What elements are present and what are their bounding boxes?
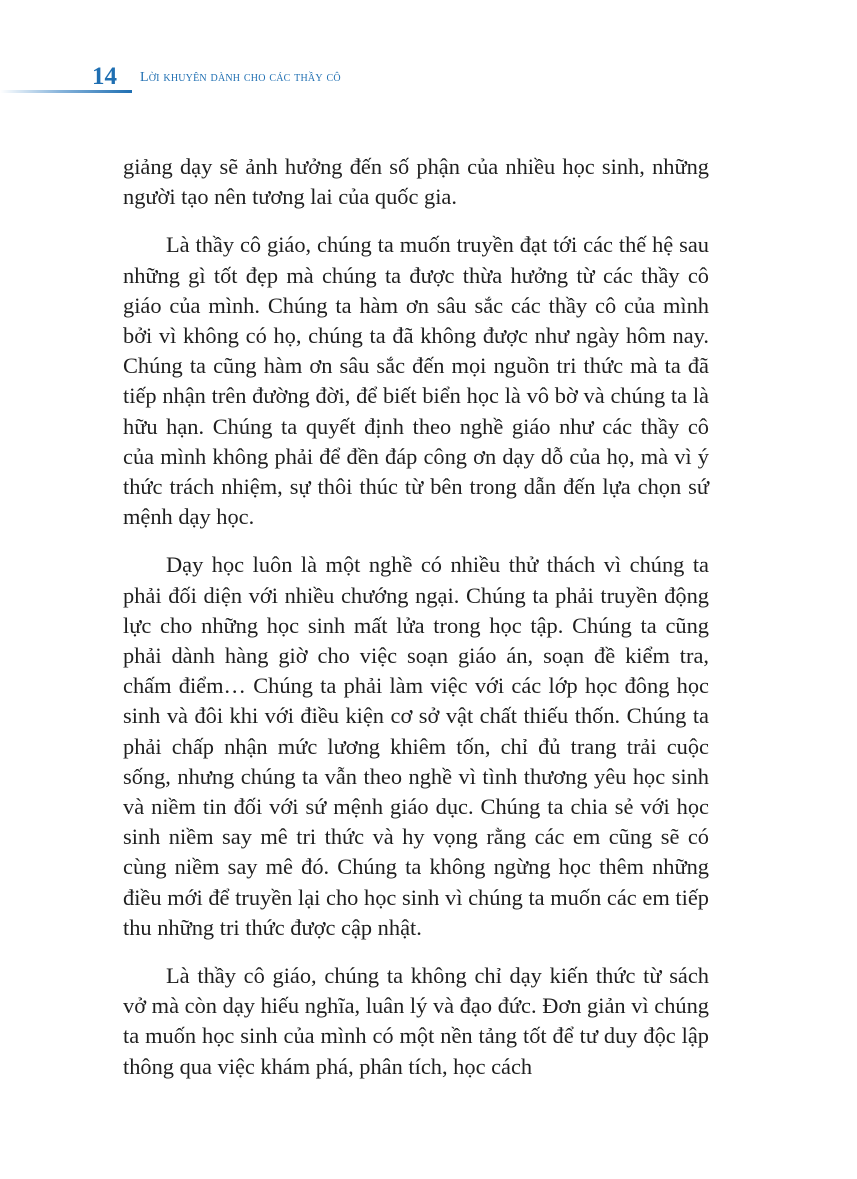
paragraph: Là thầy cô giáo, chúng ta không chỉ dạy kiến thức từ sách vở mà còn dạy hiếu nghĩa, luân lý và đạo đức. Đơn giản vì chúng ta muốn học sinh của mình có một nền tảng tốt để tư duy độc lập thông qua việc khám phá, phân tích, học cách: [123, 963, 709, 1079]
page-header: [0, 60, 857, 100]
page-number: 14: [92, 63, 117, 90]
body-text: [123, 152, 709, 1100]
running-title: Lời khuyên dành cho các thầy cô: [140, 70, 341, 85]
paragraph-continuation: giảng dạy sẽ ảnh hưởng đến số phận của nhiều học sinh, những người tạo nên tương lai của quốc gia.: [123, 154, 709, 210]
paragraph: Là thầy cô giáo, chúng ta muốn truyền đạt tới các thế hệ sau những gì tốt đẹp mà chúng ta được thừa hưởng từ các thầy cô giáo của mình. Chúng ta hàm ơn sâu sắc các thầy cô của mình bởi vì không có họ, chúng ta đã không được như ngày hôm nay. Chúng ta cũng hàm ơn sâu sắc đến mọi nguồn tri thức mà ta đã tiếp nhận trên đường đời, để biết biển học là vô bờ và chúng ta là hữu hạn. Chúng ta quyết định theo nghề giáo như các thầy cô của mình không phải để đền đáp công ơn dạy dỗ của họ, mà vì ý thức trách nhiệm, sự thôi thúc từ bên trong dẫn đến lựa chọn sứ mệnh dạy học.: [123, 232, 709, 530]
paragraph: Dạy học luôn là một nghề có nhiều thử thách vì chúng ta phải đối diện với nhiều chướng ngại. Chúng ta phải truyền động lực cho những học sinh mất lửa trong học tập. Chúng ta cũng phải dành hàng giờ cho việc soạn giáo án, soạn đề kiểm tra, chấm điểm… Chúng ta phải làm việc với các lớp học đông học sinh và đôi khi với điều kiện cơ sở vật chất thiếu thốn. Chúng ta phải chấp nhận mức lương khiêm tốn, chỉ đủ trang trải cuộc sống, nhưng chúng ta vẫn theo nghề vì tình thương yêu học sinh và niềm tin đối với sứ mệnh giáo dục. Chúng ta chia sẻ với học sinh niềm say mê tri thức và hy vọng rằng các em cũng sẽ có cùng niềm say mê đó. Chúng ta không ngừng học thêm những điều mới để truyền lại cho học sinh vì chúng ta muốn các em tiếp thu những tri thức được cập nhật.: [123, 552, 709, 940]
